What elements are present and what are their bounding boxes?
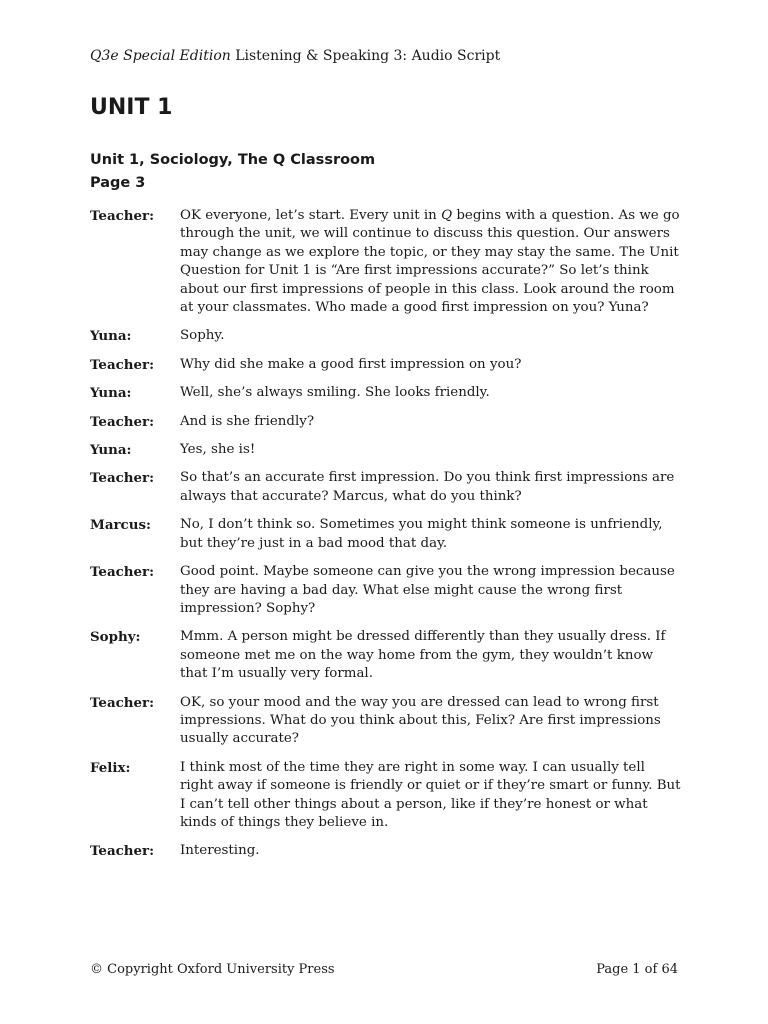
script-line [90,441,682,459]
document-footer [90,961,678,979]
book-title-q: Q [441,208,453,223]
script-line [90,563,682,618]
speaker-name: Felix: [90,759,131,776]
page-number: Page 1 of 64 [596,962,678,977]
speech-text: Why did she make a good first impression on you? [180,356,522,372]
script-line [90,469,682,506]
script-line [90,759,682,833]
speech-text: And is she friendly? [180,413,314,429]
page-reference: Page 3 [90,175,146,191]
speaker-name: Teacher: [90,843,155,860]
script-line [90,413,682,431]
speaker-name: Teacher: [90,413,155,430]
speaker-name: Teacher: [90,694,155,711]
speech-text [180,207,682,317]
script-line [90,207,682,317]
speech-text: Mmm. A person might be dressed differently than they usually dress. If someone met me on the way home from the gym, they wouldn’t know that I’m usually very formal. [180,629,666,682]
copyright-notice: © Copyright Oxford University Press [90,962,335,977]
speech-text: Yes, she is! [180,442,256,458]
speech-text: So that’s an accurate first impression. Do you think first impressions are always that accurate? Marcus, what do you think? [180,470,675,504]
speaker-name: Yuna: [90,328,132,345]
edition-label: Q3e Special Edition [90,48,231,64]
section-title: Unit 1, Sociology, The Q Classroom [90,152,376,168]
script-line [90,384,682,402]
script-line [90,516,682,553]
speaker-name: Sophy: [90,629,141,646]
speaker-name: Teacher: [90,470,155,487]
script-line [90,356,682,374]
speech-text: Interesting. [180,843,260,859]
speech-text: Sophy. [180,328,225,344]
speech-text: Well, she’s always smiling. She looks friendly. [180,385,490,401]
speech-text: Good point. Maybe someone can give you the wrong impression because they are having a bad day. What else might cause the wrong first impression? Sophy? [180,564,675,616]
speech-text: OK, so your mood and the way you are dressed can lead to wrong first impressions. What do you think about this, Felix? Are first impressions usually accurate? [180,694,661,747]
script-line [90,842,682,860]
script-line [90,628,682,683]
speaker-name: Teacher: [90,564,155,581]
speech-text-part: begins with a question. As we go through the unit, we will continue to discuss this question. Our answers may change as we explore the topic, or they may stay the same. The Unit Question for Unit 1 is “Are first impressions accurate?” So let’s think about our first impressions of people in this class. Look around the room at your classmates. Who made a good first impression on you? Yuna? [180,208,680,316]
document-header [90,47,500,65]
speech-text-part: OK everyone, let’s start. Every unit in [180,208,442,223]
header-title: Listening & Speaking 3: Audio Script [235,48,501,64]
speech-text: No, I don’t think so. Sometimes you might think someone is unfriendly, but they’re just in a bad mood that day. [180,517,663,551]
speaker-name: Yuna: [90,442,132,459]
script-line [90,694,682,749]
speaker-name: Teacher: [90,208,155,224]
speech-text: I think most of the time they are right in some way. I can usually tell right away if someone is friendly or quiet or if they’re smart or funny. But I can’t tell other things about a person, like if they’re honest or what kinds of things they believe in. [180,759,681,830]
speaker-name: Teacher: [90,356,155,373]
script-line [90,327,682,345]
audio-script [90,207,682,871]
unit-title: UNIT 1 [90,95,173,120]
speaker-name: Yuna: [90,385,132,402]
speaker-name: Marcus: [90,517,151,534]
